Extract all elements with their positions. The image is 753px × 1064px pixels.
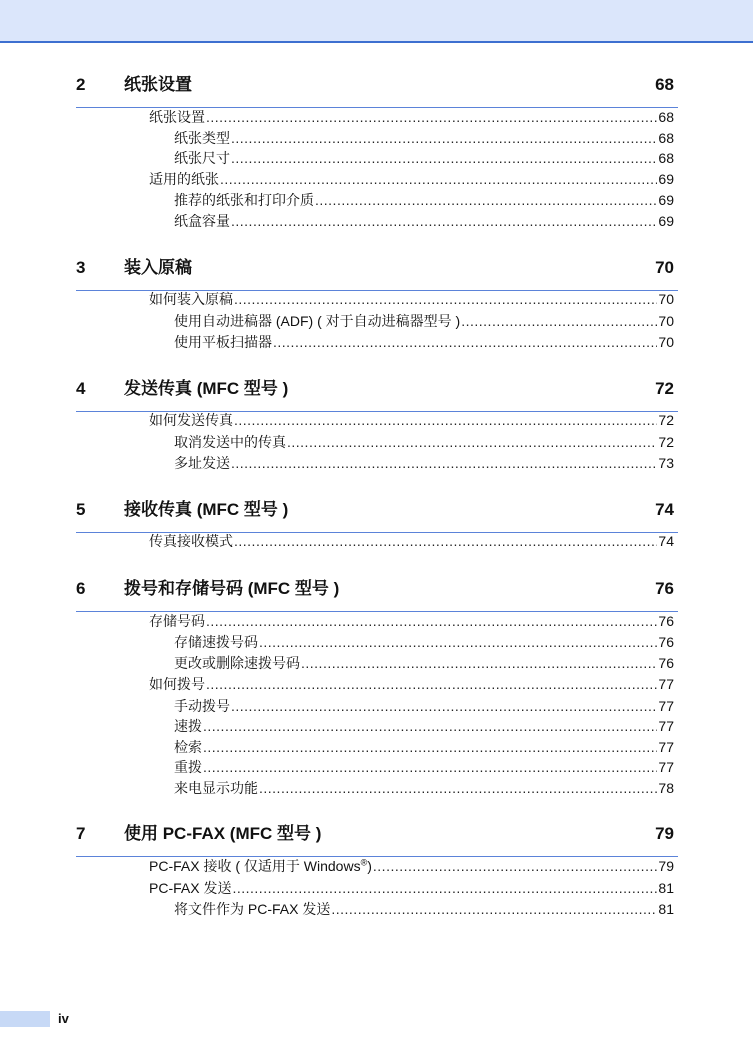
toc-entry[interactable] [149,674,674,694]
toc-entry-text: 纸盒容量 [174,213,230,229]
leader-dots [301,653,657,673]
chapter-heading[interactable] [76,498,678,533]
toc-entry[interactable] [174,332,674,352]
toc-entry[interactable] [174,432,674,452]
chapter-number: 6 [76,579,86,598]
toc-entry-text: 推荐的纸张和打印介质 [174,192,314,208]
leader-dots [232,878,657,898]
chapter-heading[interactable] [76,377,678,412]
chapter-heading[interactable] [76,73,678,108]
leader-dots [331,899,657,919]
chapter-number: 5 [76,500,86,519]
toc-entry-text: 使用自动进稿器 (ADF) ( 对于自动进稿器型号 ) [174,313,461,329]
toc-entry-page: 79 [658,858,674,874]
leader-dots [259,632,657,652]
toc-entry[interactable] [149,856,674,876]
leader-dots [206,611,657,631]
chapter-title: 拨号和存储号码 (MFC 型号 ) [124,579,340,598]
chapter-number: 2 [76,75,86,94]
toc-entry[interactable] [174,211,674,231]
chapter-title: 装入原稿 [124,258,192,277]
toc-entry-text: 纸张类型 [174,130,230,146]
toc-entry-text: 手动拨号 [174,698,230,714]
toc-entry-page: 68 [658,109,674,125]
chapter-page: 70 [655,258,674,277]
leader-dots [206,107,657,127]
toc-entry[interactable] [174,632,674,652]
toc-entry-page: 77 [658,718,674,734]
toc-entry[interactable] [174,737,674,757]
leader-dots [203,716,657,736]
header-band [0,0,753,43]
toc-entry[interactable] [174,757,674,777]
chapter-number: 7 [76,824,86,843]
toc-entry-page: 77 [658,676,674,692]
toc-entry[interactable] [174,696,674,716]
leader-dots [461,311,657,331]
toc-entry-text: PC-FAX 接收 ( 仅适用于 Windows®) [149,857,372,874]
toc-entry-page: 74 [658,533,674,549]
toc-entry-text: 重拨 [174,759,202,775]
toc-entry-page: 78 [658,780,674,796]
leader-dots [203,737,657,757]
leader-dots [220,169,657,189]
leader-dots [315,190,657,210]
leader-dots [234,410,657,430]
leader-dots [206,674,657,694]
toc-entry-text: 存储速拨号码 [174,634,258,650]
toc-entry-page: 69 [658,213,674,229]
leader-dots [231,128,657,148]
toc-entry-page: 70 [658,334,674,350]
toc-entry-page: 81 [658,880,674,896]
toc-entry[interactable] [149,611,674,631]
chapter-page: 68 [655,75,674,94]
toc-entry-page: 81 [658,901,674,917]
toc-entry-page: 77 [658,698,674,714]
leader-dots [231,453,657,473]
leader-dots [287,432,657,452]
toc-entry-page: 69 [658,192,674,208]
leader-dots [231,211,657,231]
toc-entry-text: 来电显示功能 [174,780,258,796]
toc-entry-text: 使用平板扫描器 [174,334,272,350]
toc-entry-page: 73 [658,455,674,471]
registered-mark: ® [360,857,368,868]
toc-entry[interactable] [149,410,674,430]
leader-dots [259,778,657,798]
leader-dots [234,531,657,551]
page-number: iv [58,1011,69,1026]
toc-entry[interactable] [174,778,674,798]
toc-entry[interactable] [174,148,674,168]
toc-entry-text: 如何拨号 [149,676,205,692]
toc-entry-page: 76 [658,613,674,629]
chapter-page: 76 [655,579,674,598]
toc-entry-page: 72 [658,434,674,450]
chapter-number: 3 [76,258,86,277]
toc-entry-text: 适用的纸张 [149,171,219,187]
toc-entry-text: 存储号码 [149,613,205,629]
toc-entry-text: 速拨 [174,718,202,734]
toc-entry[interactable] [174,653,674,673]
toc-entry[interactable] [149,107,674,127]
toc-entry[interactable] [174,128,674,148]
chapter-title: 接收传真 (MFC 型号 ) [124,500,289,519]
toc-entry-text: 检索 [174,739,202,755]
toc-entry[interactable] [149,289,674,309]
chapter-page: 72 [655,379,674,398]
toc-entry-text: 更改或删除速拨号码 [174,655,300,671]
chapter-title: 使用 PC-FAX (MFC 型号 ) [124,824,322,843]
toc-entry-page: 76 [658,655,674,671]
toc-entry[interactable] [149,878,674,898]
toc-entry[interactable] [174,190,674,210]
footer-band [0,1011,50,1027]
leader-dots [231,148,657,168]
leader-dots [373,856,658,876]
toc-entry-text: 将文件作为 PC-FAX 发送 [174,901,331,917]
leader-dots [234,289,657,309]
toc-entry-text: 如何装入原稿 [149,291,233,307]
toc-entry-page: 72 [658,412,674,428]
leader-dots [231,696,657,716]
chapter-heading[interactable] [76,577,678,612]
chapter-number: 4 [76,379,86,398]
toc-entry-page: 70 [658,291,674,307]
toc-entry-text: PC-FAX 发送 [149,880,232,896]
toc-entry-page: 77 [658,739,674,755]
leader-dots [273,332,657,352]
toc-entry-page: 68 [658,150,674,166]
chapter-heading[interactable] [76,256,678,291]
toc-entry-text: 纸张设置 [149,109,205,125]
toc-entry[interactable] [174,716,674,736]
toc-entry-page: 69 [658,171,674,187]
toc-entry[interactable] [174,311,674,331]
toc-entry-text: 取消发送中的传真 [174,434,286,450]
chapter-title: 纸张设置 [124,75,192,94]
toc-entry[interactable] [174,899,674,919]
toc-entry[interactable] [174,453,674,473]
toc-entry-page: 77 [658,759,674,775]
toc-entry-text: 纸张尺寸 [174,150,230,166]
toc-entry-page: 68 [658,130,674,146]
toc-entry[interactable] [149,531,674,551]
chapter-title: 发送传真 (MFC 型号 ) [124,379,289,398]
chapter-heading[interactable] [76,822,678,857]
toc-entry-page: 76 [658,634,674,650]
toc-entry-text: 如何发送传真 [149,412,233,428]
toc-entry-text: 多址发送 [174,455,230,471]
toc-entry-page: 70 [658,313,674,329]
leader-dots [203,757,657,777]
toc-entry-text: 传真接收模式 [149,533,233,549]
chapter-page: 74 [655,500,674,519]
toc-entry[interactable] [149,169,674,189]
chapter-page: 79 [655,824,674,843]
